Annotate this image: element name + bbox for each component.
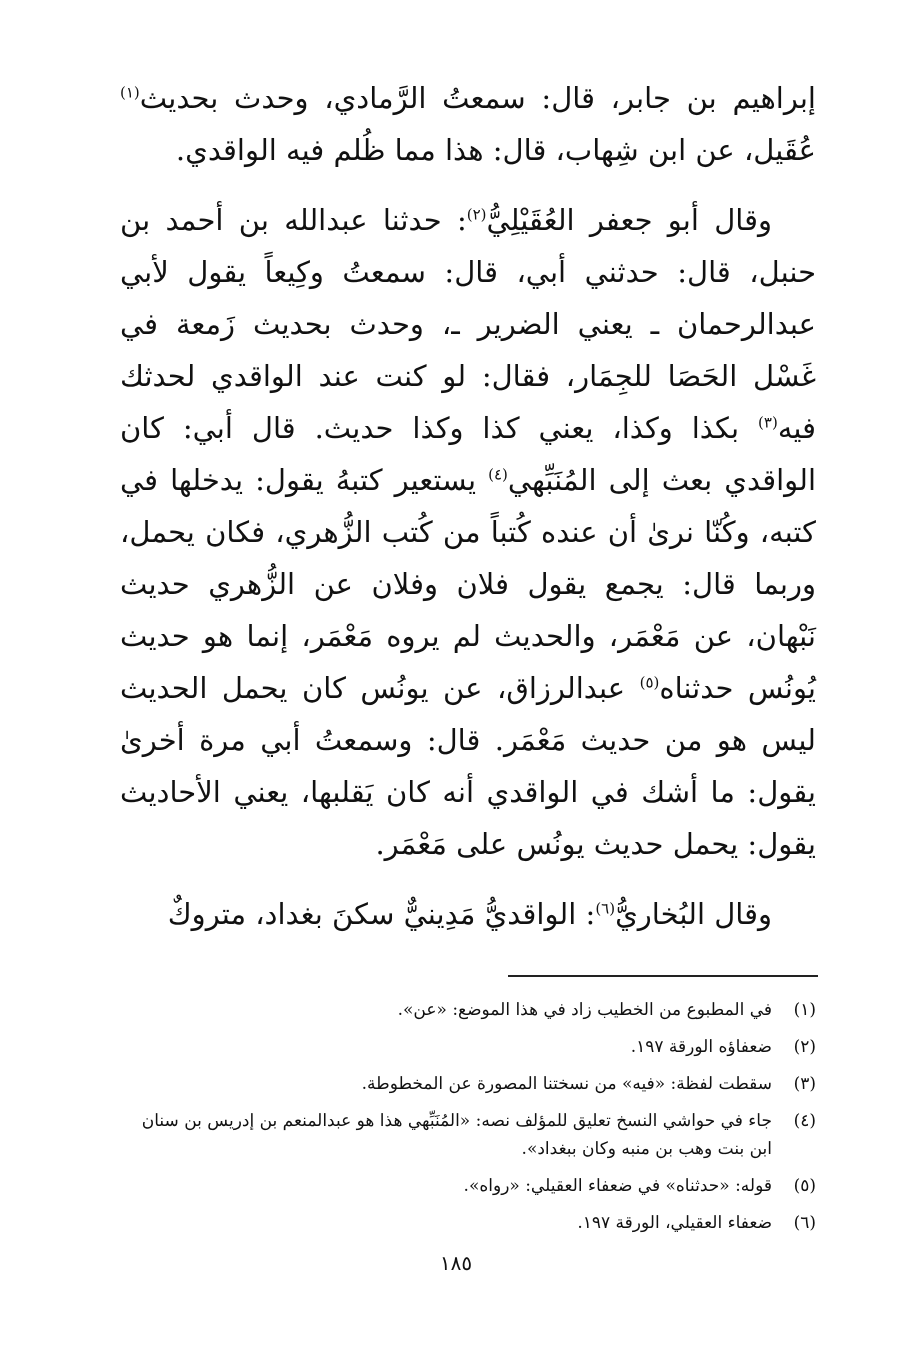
paragraph-2	[120, 194, 816, 870]
paragraph-2-text-b: : حدثنا عبدالله بن أحمد بن حنبل، قال: حدثني أبي، قال: سمعتُ وكِيعاً يقول لأبي عبدالرحمان ـ يعني الضرير ـ، وحدث بحديث زَمعة في غَسْل الحَصَا للجِمَار، فقال: لو كنت عند الواقدي لحدثك فيه	[120, 203, 816, 445]
footnote-ref-3: (٣)	[758, 413, 778, 432]
footnote-number: (٣)	[793, 1074, 816, 1094]
paragraph-1-text-a: إبراهيم بن جابر، قال: سمعتُ الرَّمادي، وحدث بحديث	[139, 81, 816, 115]
footnote-text: قوله: «حدثناه» في ضعفاء العقيلي: «رواه».	[463, 1176, 772, 1196]
footnote-text: ضعفاؤه الورقة ١٩٧.	[630, 1037, 772, 1057]
paragraph-2-text-c: بكذا وكذا، يعني كذا وكذا حديث. قال أبي: كان الواقدي بعث إلى المُنَبِّهي	[120, 411, 816, 497]
paragraph-3	[120, 888, 816, 940]
footnote-ref-2: (٢)	[466, 205, 487, 224]
footnote-text: سقطت لفظة: «فيه» من نسختنا المصورة عن المخطوطة.	[361, 1074, 772, 1094]
paragraph-1	[120, 72, 816, 176]
footnote-6	[120, 1209, 816, 1237]
footnotes	[120, 996, 816, 1246]
footnote-ref-1: (١)	[120, 83, 140, 102]
footnote-text: جاء في حواشي النسخ تعليق للمؤلف نصه: «المُنَبِّهي هذا هو عبدالمنعم بن إدريس بن سنان ابن بنت وهب بن منبه وكان ببغداد».	[141, 1111, 772, 1159]
footnote-ref-6: (٦)	[595, 899, 616, 918]
footnote-number: (٤)	[793, 1111, 816, 1131]
page-number: ١٨٥	[439, 1251, 473, 1275]
footnote-1	[120, 996, 816, 1024]
paragraph-3-text-a: وقال البُخاريُّ	[615, 897, 772, 931]
footnote-ref-4: (٤)	[488, 465, 508, 484]
paragraph-2-text-a: وقال أبو جعفر العُقَيْلِيُّ	[486, 203, 772, 237]
footnote-3	[120, 1070, 816, 1098]
paragraph-2-text-e: عبدالرزاق، عن يونُس كان يحمل الحديث ليس هو من حديث مَعْمَر. قال: وسمعتُ أبي مرة أخرىٰ يقول: ما أشك في الواقدي أنه كان يَقلبها، يعني الأحاديث يقول: يحمل حديث يونُس على مَعْمَر.	[120, 671, 816, 861]
footnote-number: (١)	[793, 1000, 816, 1020]
footnote-5	[120, 1172, 816, 1200]
footnote-number: (٦)	[793, 1213, 816, 1233]
footnote-text: ضعفاء العقيلي، الورقة ١٩٧.	[577, 1213, 772, 1233]
footnote-4	[120, 1107, 816, 1163]
footnote-number: (٥)	[793, 1176, 816, 1196]
footnote-separator	[508, 975, 818, 977]
paragraph-3-text-b: : الواقديُّ مَدِينيٌّ سكنَ بغداد، متروكٌ	[167, 897, 596, 931]
paragraph-1-text-b: عُقَيل، عن ابن شِهاب، قال: هذا مما ظُلم فيه الواقدي.	[175, 133, 816, 167]
paragraph-2-text-d: يستعير كتبهُ يقول: يدخلها في كتبه، وكُنّا نرىٰ أن عنده كُتباً من كُتب الزُّهري، فكان يحمل، وربما قال: يجمع يقول فلان وفلان عن الزُّهري حديث نَبْهان، عن مَعْمَر، والحديث لم يروه مَعْمَر، إنما هو حديث يُونُس حدثناه	[120, 463, 817, 705]
footnote-ref-5: (٥)	[639, 673, 660, 692]
footnote-number: (٢)	[793, 1037, 816, 1057]
footnote-text: في المطبوع من الخطيب زاد في هذا الموضع: «عن».	[397, 1000, 772, 1020]
footnote-2	[120, 1033, 816, 1061]
main-text	[120, 72, 816, 958]
